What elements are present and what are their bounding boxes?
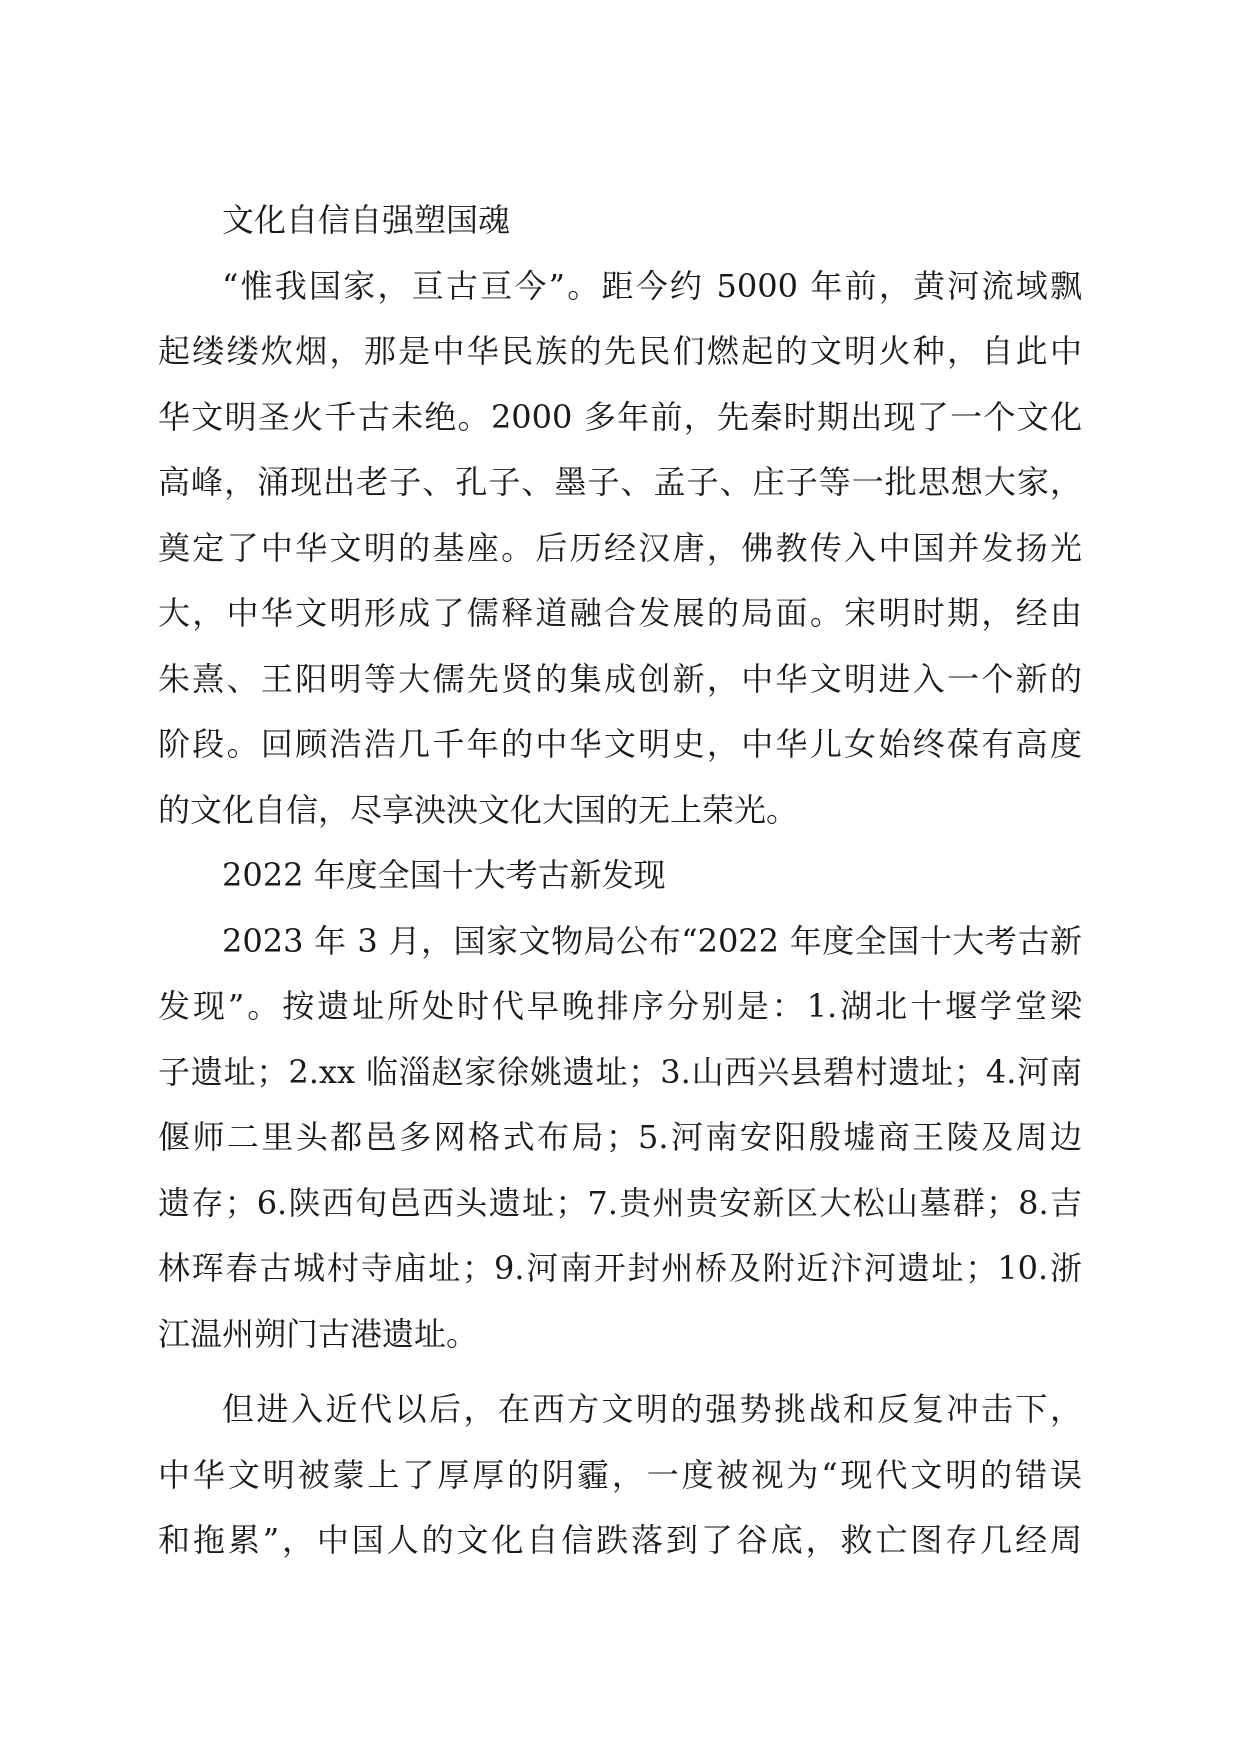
paragraph-line: “惟我国家，亘古亘今”。距今约 5000 年前，黄河流域飘	[222, 266, 1082, 305]
paragraph-line: 阶段。回顾浩浩几千年的中华文明史，中华儿女始终葆有高度	[158, 725, 1082, 763]
paragraph-line: 起缕缕炊烟，那是中华民族的先民们燃起的文明火种，自此中	[158, 332, 1082, 370]
paragraph-archaeology	[158, 909, 1082, 1368]
document-body	[158, 188, 1082, 1574]
paragraph-line: 的文化自信，尽享泱泱文化大国的无上荣光。	[158, 790, 799, 829]
paragraph-spacer	[158, 1367, 1082, 1377]
paragraph-line: 奠定了中华文明的基座。后历经汉唐，佛教传入中国并发扬光	[158, 528, 1082, 567]
paragraph-cultural-confidence	[158, 254, 1082, 844]
paragraph-line: 遗存；6.陕西旬邑西头遗址；7.贵州贵安新区大松山墓群；8.吉	[158, 1183, 1082, 1222]
paragraph-line: 高峰，涌现出老子、孔子、墨子、孟子、庄子等一批思想大家，	[158, 463, 1082, 501]
paragraph-line: 偃师二里头都邑多网格式布局；5.河南安阳殷墟商王陵及周边	[158, 1118, 1082, 1156]
paragraph-line: 子遗址；2.xx 临淄赵家徐姚遗址；3.山西兴县碧村遗址；4.河南	[158, 1052, 1082, 1091]
paragraph-line: 和拖累”，中国人的文化自信跌落到了谷底，救亡图存几经周	[158, 1521, 1082, 1559]
paragraph-line: 江温州朔门古港遗址。	[158, 1314, 479, 1353]
paragraph-line: 中华文明被蒙上了厚厚的阴霾，一度被视为“现代文明的错误	[158, 1455, 1082, 1494]
paragraph-line: 发现”。按遗址所处时代早晚排序分别是：1.湖北十堰学堂梁	[158, 987, 1082, 1025]
section-heading-archaeology: 2022 年度全国十大考古新发现	[222, 856, 666, 894]
paragraph-line: 林珲春古城村寺庙址；9.河南开封州桥及附近汴河遗址；10.浙	[158, 1249, 1082, 1287]
paragraph-line: 华文明圣火千古未绝。2000 多年前，先秦时期出现了一个文化	[158, 397, 1082, 436]
paragraph-line: 2023 年 3 月，国家文物局公布“2022 年度全国十大考古新	[222, 921, 1082, 960]
paragraph-modern-era	[158, 1377, 1082, 1574]
paragraph-line: 大，中华文明形成了儒释道融合发展的局面。宋明时期，经由	[158, 594, 1082, 632]
section-heading-cultural-confidence: 文化自信自强塑国魂	[222, 201, 511, 239]
paragraph-line: 但进入近代以后，在西方文明的强势挑战和反复冲击下，	[222, 1390, 1082, 1428]
paragraph-line: 朱熹、王阳明等大儒先贤的集成创新，中华文明进入一个新的	[158, 659, 1082, 698]
